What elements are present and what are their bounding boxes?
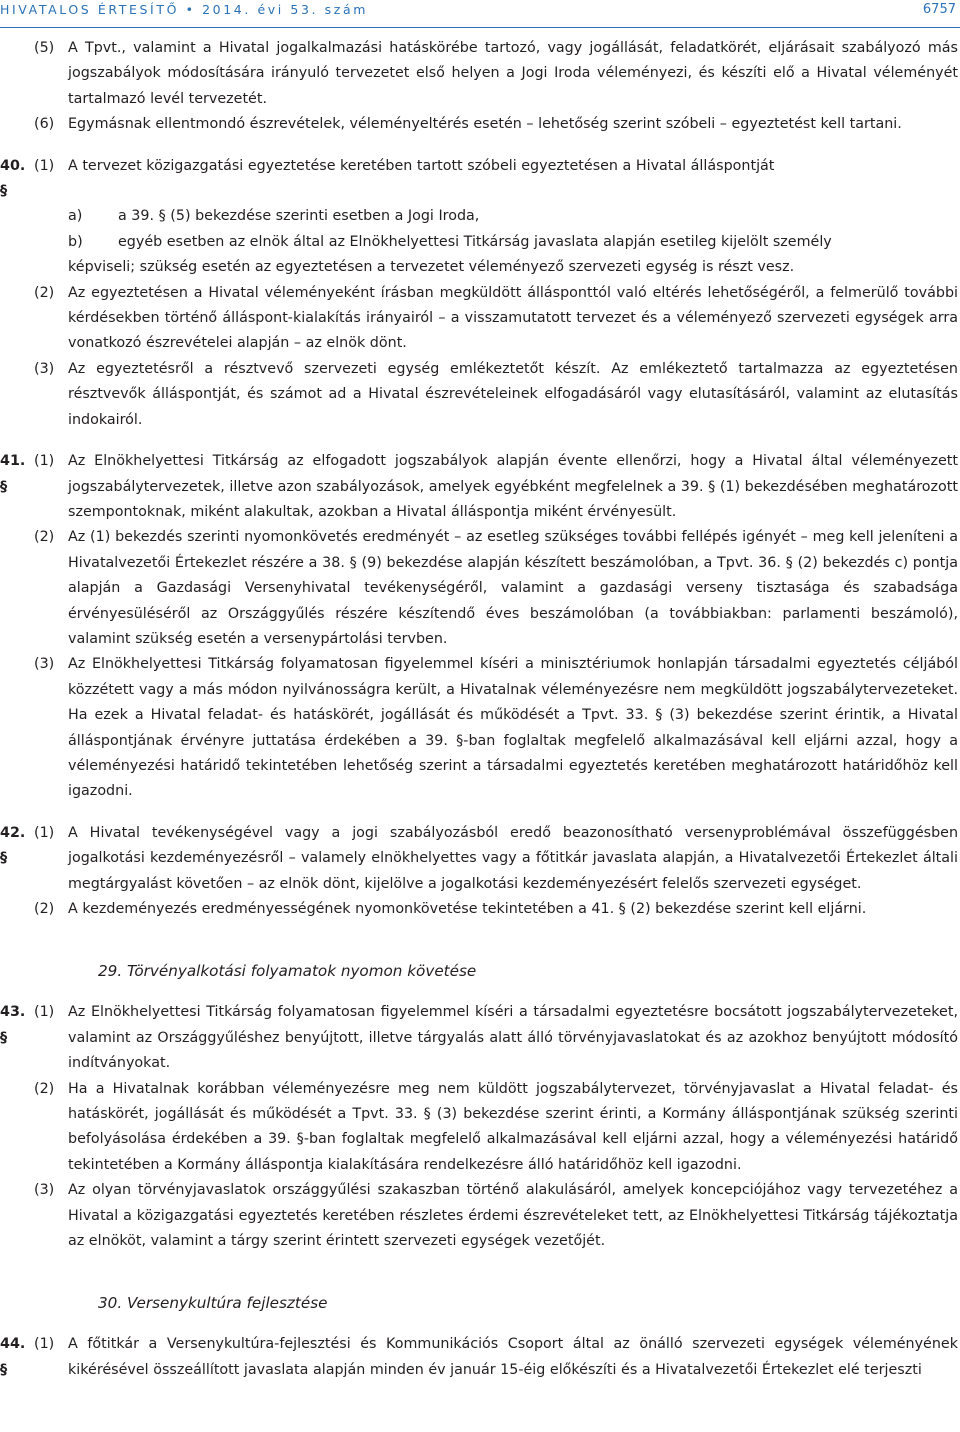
section-number: 41. § (0, 453, 26, 495)
spacer (0, 805, 958, 821)
paragraph-number: (1) (34, 1336, 55, 1353)
page-number: 6757 (922, 2, 956, 17)
paragraph-text: A tervezet közigazgatási egyeztetése keretében tartott szóbeli egyeztetésen a Hivatal álláspontját (68, 157, 775, 174)
document-body (0, 36, 958, 1383)
continuation (0, 255, 958, 280)
paragraph (0, 112, 958, 137)
section-number: 42. § (0, 824, 26, 867)
paragraph-number: (5) (34, 40, 55, 56)
section-heading: 29. Törvényalkotási folyamatok nyomon követése (98, 962, 477, 981)
paragraph (0, 525, 958, 652)
spacer (0, 138, 958, 154)
indent (0, 204, 34, 229)
spacer (0, 1254, 958, 1290)
paragraph (0, 1077, 958, 1179)
paragraph-number: (2) (34, 529, 55, 546)
spacer (0, 922, 958, 958)
section-number: 43. § (0, 1004, 26, 1046)
item-label: b) (68, 233, 83, 250)
paragraph-text: Az olyan törvényjavaslatok országgyűlési szakaszban történő alakulásáról, amelyek koncepciójához vagy tervezetéhez a Hivatal a közigazgatási egyeztetés keretében részletes érdemi észrevételeket tett, az Elnökhelyettesi Titkárság tájékoztatja az elnököt, valamint a tárgy szerint érintett szervezeti egységek vezetőjét. (68, 1182, 958, 1250)
section-number (0, 357, 34, 433)
paragraph-number: (3) (34, 360, 55, 377)
section-number (0, 897, 34, 922)
paragraph-text: A Tpvt., valamint a Hivatal jogalkalmazási hatáskörébe tartozó, vagy jogállását, feladatkörét, eljárásait szabályozó más jogszabályok módosítására irányuló tervezetet első helyen a Jogi Iroda véleményezi, és készíti elő a Hivatal véleményét tartalmazó levél tervezetét. (68, 40, 958, 107)
spacer (0, 433, 958, 449)
paragraph-text: Az Elnökhelyettesi Titkárság folyamatosan figyelemmel kíséri a társadalmi egyeztetésre bocsátott jogszabálytervezeteket, valamint az Országgyűléshez benyújtott, illetve tárgyalás alatt álló törvényjavaslatokat és az azokhoz benyújtott módosító indítványokat. (68, 1004, 958, 1072)
header-rule (0, 27, 960, 28)
paragraph-number: (1) (34, 1004, 55, 1021)
item-text: a 39. § (5) bekezdése szerinti esetben a Jogi Iroda, (118, 208, 480, 225)
section-number (0, 1178, 34, 1254)
paragraph (0, 281, 958, 357)
list-item (0, 230, 958, 255)
page-header (0, 0, 960, 20)
item-text: egyéb esetben az elnök által az Elnökhelyettesi Titkárság javaslata alapján esetileg kijelölt személy (118, 233, 832, 250)
paragraph-number: (1) (34, 824, 55, 841)
item-label: a) (68, 208, 83, 225)
indent (34, 255, 68, 280)
paragraph (0, 1332, 958, 1383)
paragraph (0, 36, 958, 112)
item-wrap (68, 204, 958, 229)
section-number (0, 652, 34, 804)
paragraph-text: Az egyeztetésen a Hivatal véleményeként írásban megküldött állásponttól való eltérés lehetőségéről, a felmerülő további kérdésekben történő álláspont-kialakítás irányairól – a visszamutatott tervezet és a véleményező szervezeti egységek arra vonatkozó észrevételei alapján – az elnök dönt. (68, 284, 958, 352)
paragraph (0, 652, 958, 804)
section-number (0, 525, 34, 652)
paragraph-text: A főtitkár a Versenykultúra-fejlesztési és Kommunikációs Csoport által az önálló szervezeti egységek véleményének kikérésével összeállított javaslata alapján minden év január 15-éig előkészíti és a Hivatalvezetői Értekezlet elé terjeszti (68, 1336, 958, 1378)
paragraph-text: A kezdeményezés eredményességének nyomonkövetése tekintetében a 41. § (2) bekezdése szerint kell eljárni. (68, 901, 867, 917)
paragraph-number: (2) (34, 901, 55, 917)
list-item (0, 204, 958, 229)
section-heading: 30. Versenykultúra fejlesztése (98, 1294, 328, 1313)
continuation-text: képviseli; szükség esetén az egyeztetésen a tervezetet véleményező szervezeti egység is részt vesz. (68, 259, 795, 276)
paragraph (0, 1000, 958, 1076)
section-number: 40. § (0, 157, 26, 200)
publication-title: HIVATALOS ÉRTESÍTŐ • 2014. évi 53. szám (0, 2, 368, 17)
indent (34, 204, 68, 229)
paragraph (0, 1178, 958, 1254)
paragraph-text: Az Elnökhelyettesi Titkárság az elfogadott jogszabályok alapján évente ellenőrzi, hogy a Hivatal által véleményezett jogszabálytervezetek, illetve azon szabályozások, amelyek egyébként megfelelnek a 39. § (1) bekezdésében meghatározott szempontoknak, miként alakultak, azokban a Hivatal álláspontja miként érvényesült. (68, 453, 958, 520)
spacer (0, 1316, 958, 1332)
section-number (0, 1077, 34, 1179)
paragraph-number: (2) (34, 1080, 55, 1097)
section-number: 44. § (0, 1336, 26, 1378)
paragraph (0, 821, 958, 897)
indent (0, 230, 34, 255)
spacer (0, 984, 958, 1000)
paragraph-text: Az egyeztetésről a résztvevő szervezeti egység emlékeztetőt készít. Az emlékeztető tartalmazza az egyeztetésen résztvevők álláspontját, és számot ad a Hivatal észrevételeinek elfogadásáról vagy elutasításáról, valamint az elutasítás indokairól. (68, 360, 958, 428)
paragraph-number: (2) (34, 284, 55, 301)
paragraph-number: (1) (34, 157, 55, 174)
paragraph-number: (3) (34, 1182, 55, 1199)
paragraph-text: Ha a Hivatalnak korábban véleményezésre meg nem küldött jogszabálytervezet, törvényjavaslat a Hivatal feladat- és hatáskörét, jogállását és működését a Tpvt. 33. § (3) bekezdése szerint érinti, a Kormány álláspontjának szükség szerinti befolyásolása érdekében a 39. §-ban foglaltak megfelelő alkalmazásával kell eljárni azzal, hogy a véleményezési határidő tekintetében a Kormány álláspontja kialakítására rendelkezésre álló határidőhöz kell igazodni. (68, 1080, 958, 1173)
section-number (0, 281, 34, 357)
paragraph (0, 154, 958, 205)
item-wrap (68, 230, 958, 255)
paragraph-number: (6) (34, 116, 55, 133)
paragraph-text: Az (1) bekezdés szerinti nyomonkövetés eredményét – az esetleg szükséges további fellépés igényét – meg kell jeleníteni a Hivatalvezetői Értekezlet részére a 38. § (9) bekezdése alapján készített beszámolóban, a Tpvt. 36. § (2) bekezdés c) pontja alapján a Gazdasági Versenyhivatal tevékenységéről, valamint a gazdasági verseny tisztasága és szabadsága érvényesüléséről az Országgyűlés részére készítendő éves beszámolóban (a továbbiakban: parlamenti beszámoló), valamint szükség esetén a versenypártolási tervben. (68, 529, 958, 647)
paragraph-text: Egymásnak ellentmondó észrevételek, véleményeltérés esetén – lehetőség szerint szóbeli – egyeztetést kell tartani. (68, 116, 902, 133)
section-number (0, 112, 34, 137)
paragraph (0, 449, 958, 525)
paragraph-text: Az Elnökhelyettesi Titkárság folyamatosan figyelemmel kíséri a minisztériumok honlapján társadalmi egyeztetés céljából közzétett vagy a más módon nyilvánosságra került, a Hivatalnak véleményezésre nem megküldött jogszabálytervezeteket. Ha ezek a Hivatal feladat- és hatáskörét, jogállását és működését a Tpvt. 33. § (3) bekezdése szerint érintik, a Hivatal álláspontjának érvényre juttatása érdekében a 39. §-ban foglaltak megfelelő alkalmazásával kell eljárni azzal, hogy a véleményezési határidő tekintetében lehetőség szerint a társadalmi egyeztetés keretében meghatározott határidőhöz kell igazodni. (68, 656, 958, 800)
indent (34, 230, 68, 255)
paragraph (0, 897, 958, 922)
paragraph-number: (1) (34, 453, 55, 470)
indent (0, 255, 34, 280)
paragraph-number: (3) (34, 656, 55, 673)
paragraph (0, 357, 958, 433)
section-number (0, 36, 34, 112)
paragraph-text: A Hivatal tevékenységével vagy a jogi szabályozásból eredő beazonosítható versenyproblémával összefüggésben jogalkotási kezdeményezésről – valamely elnökhelyettes vagy a főtitkár javaslata alapján, a Hivatalvezetői Értekezlet általi megtárgyalást követően – az elnök dönt, kijelölve a jogalkotási kezdeményezésért felelős szervezeti egységet. (68, 824, 958, 892)
